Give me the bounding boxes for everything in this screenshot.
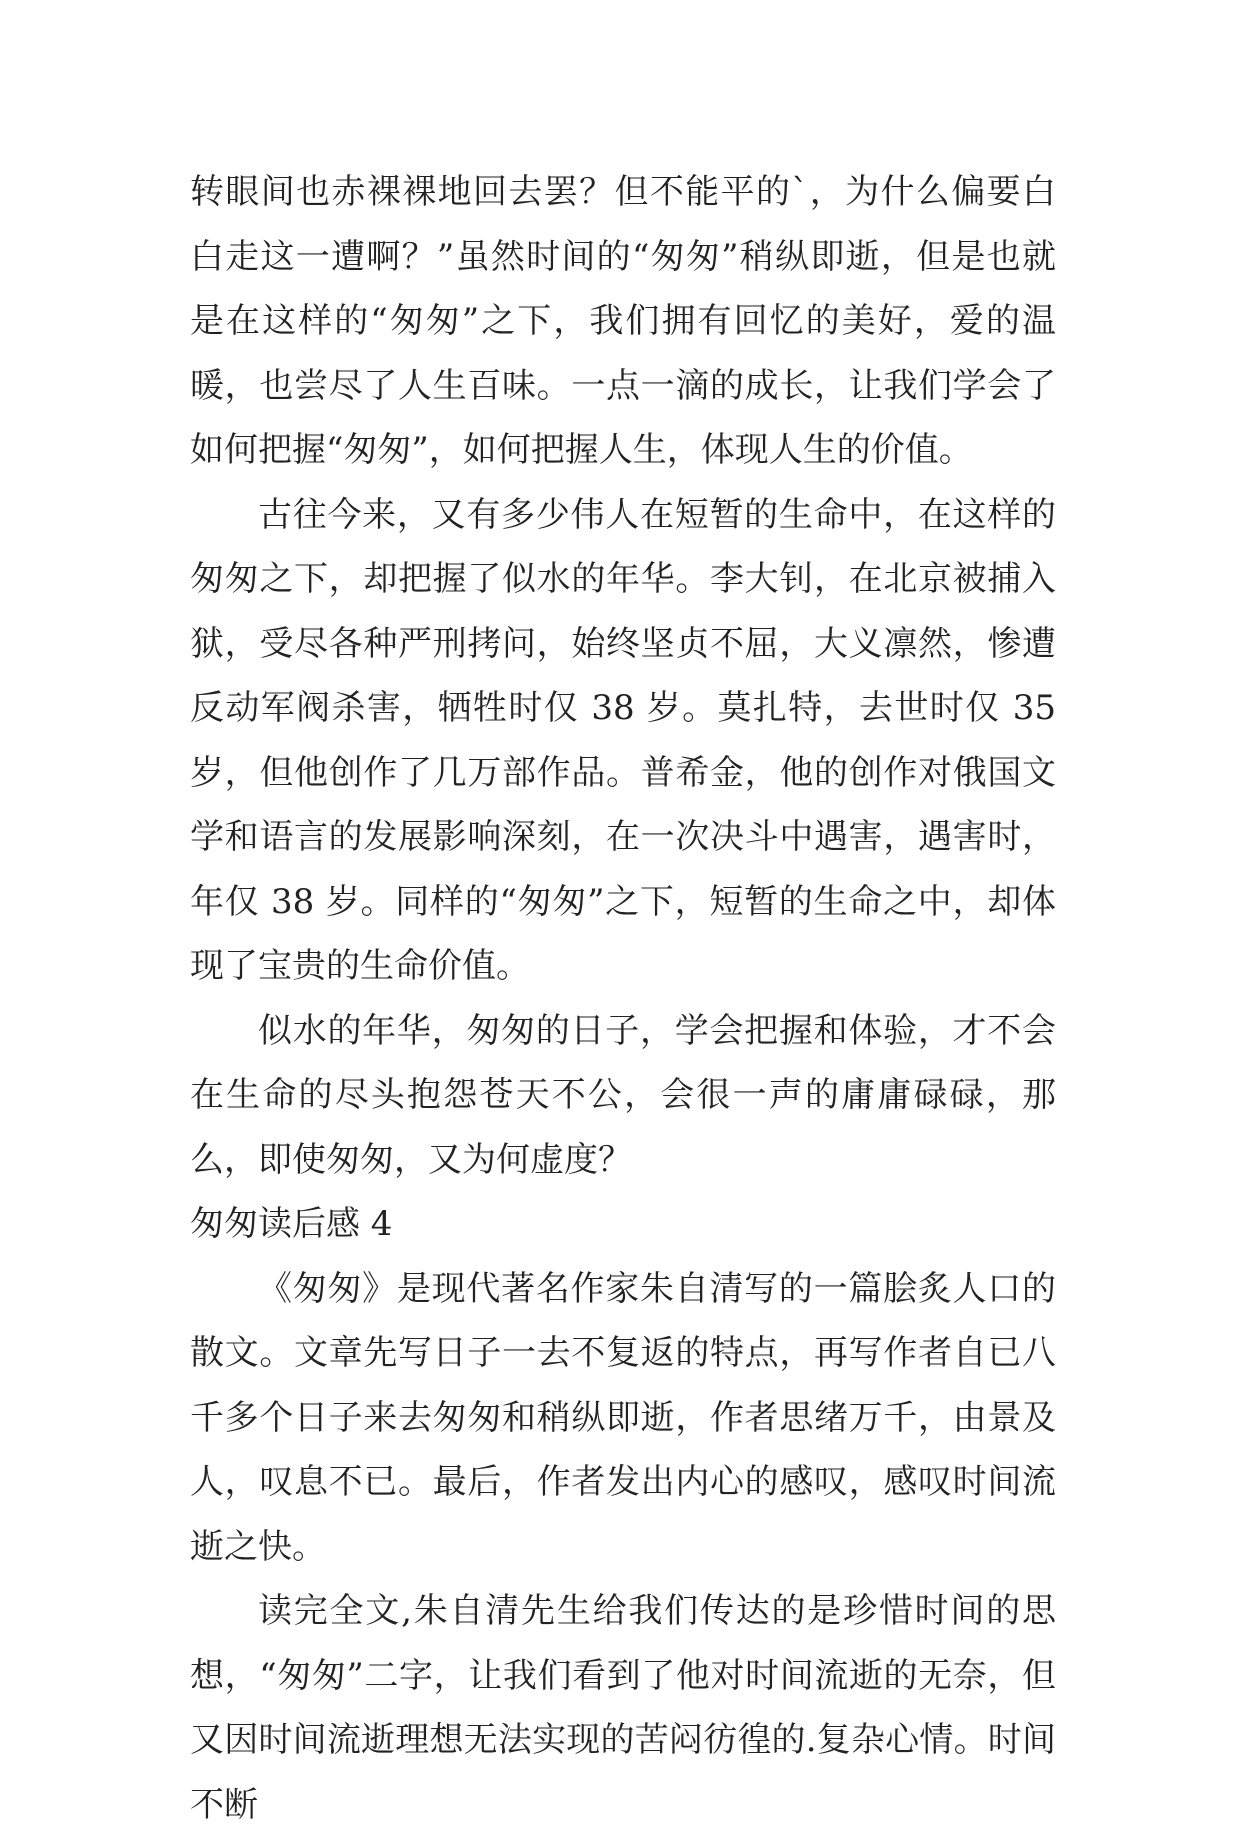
- paragraph-2: 古往今来，又有多少伟人在短暂的生命中，在这样的匆匆之下，却把握了似水的年华。李大钊，在北京被捕入狱，受尽各种严刑拷问，始终坚贞不屈，大义凛然，惨遭反动军阀杀害，牺牲时仅 38 岁。莫扎特，去世时仅 35 岁，但他创作了几万部作品。普希金，他的创作对俄国文学和语言的发展影响深刻，在一次决斗中遇害，遇害时，年仅 38 岁。同样的“匆匆”之下，短暂的生命之中，却体现了宝贵的生命价值。: [190, 494, 1056, 986]
- paragraph-5: 读完全文,朱自清先生给我们传达的是珍惜时间的思想，“匆匆”二字，让我们看到了他对时间流逝的无奈，但又因时间流逝理想无法实现的苦闷彷徨的.复杂心情。时间不断: [190, 1591, 1056, 1825]
- paragraph-4: 《匆匆》是现代著名作家朱自清写的一篇脍炙人口的散文。文章先写日子一去不复返的特点，再写作者自已八千多个日子来去匆匆和稍纵即逝，作者思绪万千，由景及人，叹息不已。最后，作者发出内心的感叹，感叹时间流逝之快。: [190, 1268, 1056, 1567]
- paragraph-1: 转眼间也赤裸裸地回去罢？但不能平的`，为什么偏要白白走这一遭啊？”虽然时间的“匆匆”稍纵即逝，但是也就是在这样的“匆匆”之下，我们拥有回忆的美好，爱的温暖，也尝尽了人生百味。一点一滴的成长，让我们学会了如何把握“匆匆”，如何把握人生，体现人生的价值。: [190, 172, 1056, 470]
- document-body: [190, 160, 1056, 1837]
- section-heading: 匆匆读后感 4: [190, 1204, 393, 1244]
- paragraph-3: 似水的年华，匆匆的日子，学会把握和体验，才不会在生命的尽头抱怨苍天不公，会很一声的庸庸碌碌，那么，即使匆匆，又为何虚度？: [190, 1010, 1056, 1180]
